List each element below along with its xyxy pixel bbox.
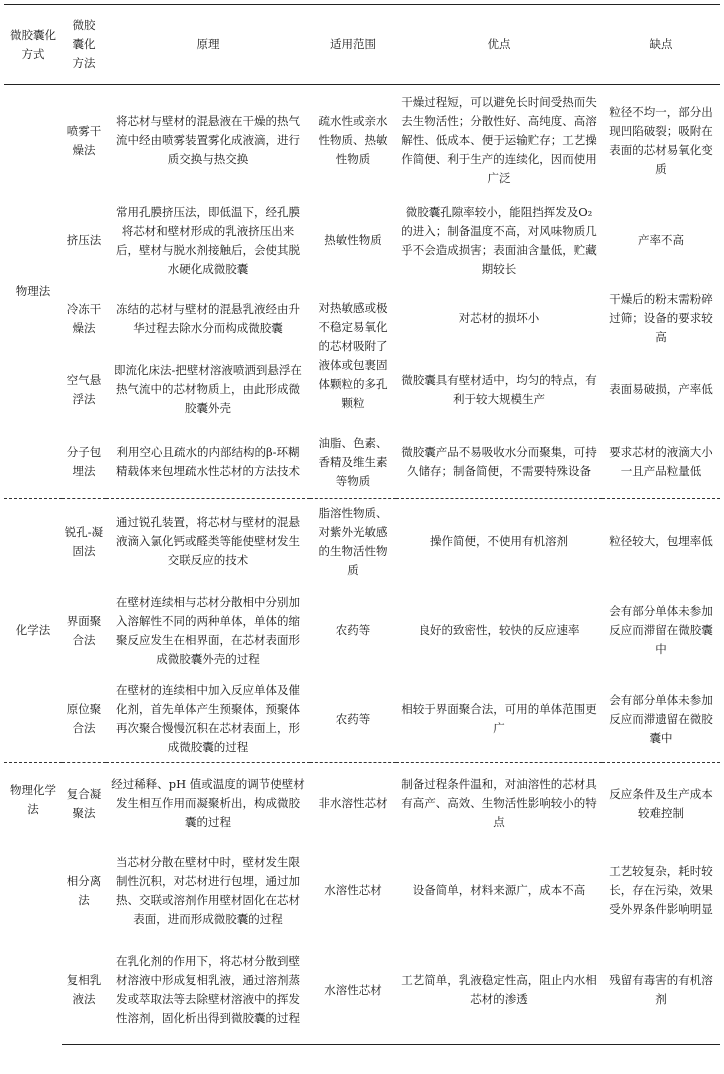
pros-cell: 干燥过程短，可以避免长时间受热而失去生物活性；分散性好、高纯度、高溶解性、低成本、便于运输贮存；工艺操作简便、利于生产的连续化，因而使用广泛 (401, 95, 597, 186)
scope-cell: 非水溶性芯材 (310, 763, 396, 845)
principle-cell: 经过稀释、pH 值或温度的调节使壁材发生相互作用而凝聚析出，构成微胶囊的过程 (106, 763, 310, 845)
table-row (4, 585, 720, 677)
scope-cell: 水溶性芯材 (310, 937, 396, 1045)
method-cell: 界面聚合法 (66, 613, 102, 647)
scope-cell: 农药等 (335, 711, 371, 726)
pros-cell: 微胶囊孔隙率较小，能阻挡挥发及O₂的进入；制备温度不高，对风味物质几乎不会造成损害；表面油含量低，贮藏期较长 (401, 204, 597, 276)
principle-cell: 在壁材的连续相中加入反应单体及催化剂，首先单体产生预聚体，预聚体再次聚合慢慢沉积在芯材表面上，形成微胶囊的过程 (116, 683, 300, 755)
table-row (4, 677, 720, 763)
cons-cell: 粒径较大，包埋率低 (602, 499, 720, 585)
table-row (4, 197, 720, 285)
table-row (4, 845, 720, 937)
method-cell: 相分离法 (66, 873, 102, 907)
principle-cell: 在壁材连续相与芯材分散相中分别加入溶解性不同的两种单体，单体的缩聚反应发生在相界面，在芯材表面形成微胶囊外壳的过程 (116, 594, 300, 666)
principle-cell: 通过锐孔装置，将芯材与壁材的混悬液滴入氯化钙或醛类等能使壁材发生交联反应的技术 (106, 499, 310, 585)
table-header (4, 5, 720, 85)
table-row (4, 937, 720, 1045)
cons-cell: 工艺较复杂，耗时较长，存在污染，效果受外界条件影响明显 (609, 864, 713, 916)
table-row (4, 763, 720, 845)
pros-cell: 操作简便，不使用有机溶剂 (396, 499, 602, 585)
pros-cell: 制备过程条件温和，对油溶性的芯材具有高产、高效、生物活性影响较小的特点 (396, 763, 602, 845)
table-row (4, 499, 720, 585)
category-cell: 化学法 (4, 499, 62, 763)
pros-cell: 微胶囊产品不易吸收水分而聚集，可持久储存；制备简便，不需要特殊设备 (401, 445, 597, 479)
method-cell: 挤压法 (66, 233, 102, 247)
method-cell: 空气悬浮法 (66, 372, 102, 406)
microencapsulation-methods-table (4, 4, 720, 1045)
pros-cell: 微胶囊具有壁材适中，均匀的特点，有利于较大规模生产 (401, 372, 597, 406)
scope-cell: 油脂、色素、香精及维生素等物质 (318, 435, 388, 488)
header-scope: 适用范围 (310, 5, 396, 85)
method-cell: 锐孔-凝固法 (62, 499, 106, 585)
pros-cell: 工艺简单，乳液稳定性高，阻止内水相芯材的渗透 (396, 937, 602, 1045)
header-row (4, 5, 720, 85)
method-cell: 原位聚合法 (66, 702, 102, 736)
scope-cell: 热敏性物质 (324, 233, 382, 247)
scope-cell: 对热敏感或极不稳定易氧化的芯材吸附了液体或包裹固体颗粒的多孔颗粒 (318, 300, 388, 410)
cons-cell: 残留有毒害的有机溶剂 (602, 937, 720, 1045)
cons-cell: 表面易破损，产率低 (609, 382, 713, 396)
scope-cell: 水溶性芯材 (324, 883, 382, 897)
header-principle: 原理 (106, 5, 310, 85)
scope-cell: 农药等 (335, 623, 371, 637)
scope-cell: 脂溶性物质、对紫外光敏感的生物活性物质 (310, 499, 396, 585)
group-chemical (4, 499, 720, 763)
pros-cell: 设备简单，材料来源广，成本不高 (412, 883, 586, 897)
cons-cell: 粒径不均一，部分出现凹陷破裂；吸附在表面的芯材易氧化变质 (609, 104, 713, 176)
table-row (4, 285, 720, 353)
header-mode: 微胶囊化方式 (4, 5, 62, 85)
table-row (4, 85, 720, 197)
method-cell: 喷雾干燥法 (66, 123, 102, 157)
principle-cell: 冻结的芯材与壁材的混悬乳液经由升华过程去除水分而构成微胶囊 (116, 301, 300, 335)
category-cell: 物理化学法 (4, 763, 62, 1045)
cons-cell: 要求芯材的液滴大小一且产品粒量低 (609, 445, 713, 479)
header-cons: 缺点 (602, 5, 720, 85)
principle-cell: 即流化床法-把壁材溶液喷洒到悬浮在热气流中的芯材物质上，由此形成微胶囊外壳 (114, 363, 302, 415)
method-cell: 分子包埋法 (66, 445, 102, 479)
method-cell: 复合凝聚法 (62, 763, 106, 845)
method-cell: 冷冻干燥法 (66, 301, 102, 335)
header-method: 微胶囊化方法 (62, 5, 106, 85)
principle-cell: 当芯材分散在壁材中时，壁材发生限制性沉积，对芯材进行包埋，通过加热、交联或溶剂作用壁材固化在芯材表面，进而形成微胶囊的过程 (116, 854, 300, 926)
table-row (4, 427, 720, 499)
group-physical (4, 85, 720, 499)
cons-cell: 会有部分单体未参加反应而滞留在微胶囊中 (609, 604, 713, 656)
cons-cell: 会有部分单体未参加反应而滞遗留在微胶囊中 (609, 692, 713, 745)
group-physicochemical (4, 763, 720, 1045)
principle-cell: 在乳化剂的作用下，将芯材分散到壁材溶液中形成复相乳液，通过溶剂蒸发或萃取法等去除壁材溶液中的挥发性溶剂，固化析出得到微胶囊的过程 (106, 937, 310, 1045)
cons-cell: 产率不高 (638, 233, 684, 247)
cons-cell: 反应条件及生产成本较难控制 (602, 763, 720, 845)
category-cell: 物理法 (15, 284, 51, 298)
pros-cell: 良好的致密性，较快的反应速率 (418, 623, 580, 637)
header-pros: 优点 (396, 5, 602, 85)
scope-cell: 疏水性或亲水性物质、热敏性物质 (318, 114, 388, 167)
cons-cell: 干燥后的粉末需粉碎过筛；设备的要求较高 (609, 292, 713, 344)
pros-cell: 相较于界面聚合法，可用的单体范围更广 (401, 702, 597, 736)
principle-cell: 利用空心且疏水的内部结构的β-环糊精载体来包埋疏水性芯材的方法技术 (116, 445, 300, 479)
principle-cell: 常用孔膜挤压法，即低温下，经孔膜将芯材和壁材形成的乳液挤压出来后，壁材与脱水剂接触后，会使其脱水硬化成微胶囊 (116, 204, 300, 276)
pros-cell: 对芯材的损坏小 (458, 311, 540, 325)
principle-cell: 将芯材与壁材的混悬液在干燥的热气流中经由喷雾装置雾化成液滴，进行质交换与热交换 (116, 114, 300, 167)
method-cell: 复相乳液法 (62, 937, 106, 1045)
